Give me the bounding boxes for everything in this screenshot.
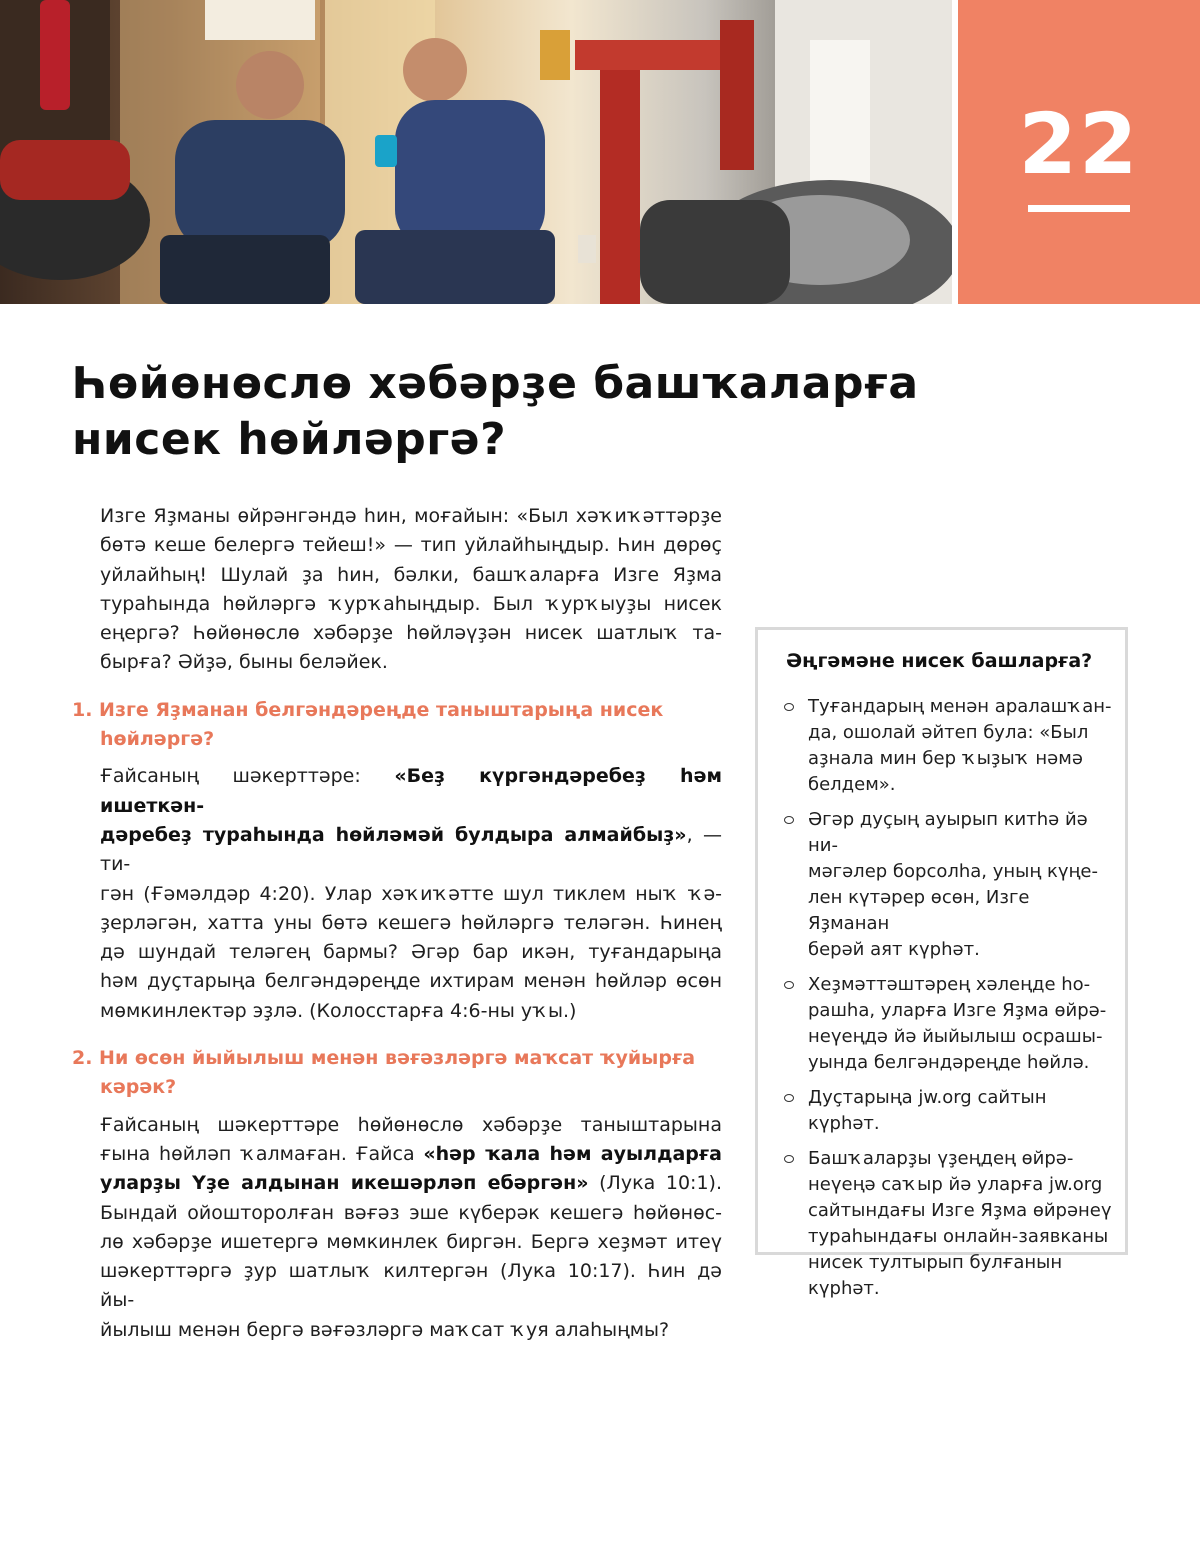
sidebar-title: Әңгәмәне нисек башларға?: [786, 650, 1093, 672]
sections: [72, 696, 722, 1345]
sidebar-line: Әгәр дуҫың ауырып китһә йә ни-: [808, 809, 1088, 856]
text-line: [100, 1316, 722, 1345]
sidebar-line: берәй аят күрһәт.: [808, 939, 980, 960]
sidebar-item: [782, 972, 1112, 1076]
question-line: 1. Изге Яҙманан белгәндәреңде таныштарыңа нисек: [72, 698, 664, 721]
red-lift-column: [600, 40, 640, 304]
title-line: нисек һөйләргә?: [72, 414, 507, 465]
sidebar-line: неүеңдә йә йыйылыш осрашы-: [808, 1026, 1103, 1047]
text-run: лө хәбәрҙе ишетергә мөмкинлек биргән. Бергә хеҙмәт итеү: [100, 1230, 722, 1253]
text-run: Ғайсаның шәкерттәре:: [100, 765, 395, 788]
sidebar-line: белдем».: [808, 774, 896, 795]
circle-bullet-icon: [784, 816, 794, 824]
text-line: [100, 938, 722, 967]
bold-quote: «Беҙ күргәндәребеҙ һәм ишеткән-: [100, 765, 722, 817]
text-run: (Лука 10:1).: [588, 1172, 722, 1195]
chapter-badge: [958, 0, 1200, 304]
sidebar-line: Туғандарың менән аралашҡан-: [808, 696, 1112, 717]
bold-quote: дәребеҙ тураһында һөйләмәй булдыра алмайбыҙ»: [100, 823, 687, 846]
fire-extinguisher: [40, 0, 70, 110]
sidebar-line: мәгәлер борсолһа, уның күңе-: [808, 861, 1098, 882]
chapter-number: 22: [1018, 95, 1140, 193]
section-paragraph: [100, 762, 722, 1026]
question-line: һөйләргә?: [100, 728, 215, 751]
main-column: [72, 502, 722, 1345]
page-title: [72, 356, 972, 468]
text-run: дә шундай теләгең бармы? Әгәр бар икән, туғандарыңа: [100, 941, 722, 964]
sidebar-line: күрһәт.: [808, 1278, 880, 1299]
text-line: [100, 1169, 722, 1198]
text-line: [100, 880, 722, 909]
conversation-tips-box: [755, 627, 1128, 1299]
question-line: кәрәк?: [100, 1076, 177, 1099]
text-run: , — ти-: [100, 823, 722, 876]
text-line: [100, 1228, 722, 1257]
text-line: [100, 1199, 722, 1228]
header-photo: [0, 0, 952, 304]
sidebar-line: сайтындағы Изге Яҙма өйрәнеү: [808, 1200, 1112, 1221]
text-line: [100, 821, 722, 880]
text-line: тураһында һөйләргә ҡурҡаһыңдыр. Был ҡурҡыуҙы нисек: [100, 592, 722, 615]
text-line: [100, 1257, 722, 1316]
bold-quote: «һәр ҡала һәм ауылдарға: [423, 1142, 723, 1165]
sidebar-item-text: [808, 694, 1112, 798]
sidebar-item: [782, 694, 1112, 798]
text-line: Изге Яҙманы өйрәнгәндә һин, моғайын: «Был хәҡиҡәттәрҙе: [100, 505, 722, 527]
sidebar-item: [782, 807, 1112, 963]
text-line: [100, 997, 722, 1026]
text-line: еңергә? Һөйөнөслө хәбәрҙе һөйләүҙән нисек шатлыҡ та-: [100, 622, 722, 645]
text-run: Бындай ойошторолған вәғәз эше күберәк кешегә һөйөнөс-: [100, 1201, 722, 1224]
sidebar-item-text: [808, 807, 1112, 963]
sidebar-line: неүеңә саҡыр йә уларға jw.org: [808, 1174, 1103, 1195]
sidebar-line: Хеҙмәттәштәрең хәлеңде һо-: [808, 974, 1091, 995]
section-paragraph: [100, 1111, 722, 1345]
text-line: [100, 1111, 722, 1140]
text-run: ҙерләгән, хатта уны бөтә кешегә һөйләргә теләгән. Һинең: [100, 911, 722, 934]
bold-quote: уларҙы Үҙе алдынан икешәрләп ебәргән»: [100, 1172, 589, 1195]
text-run: шәкерттәргә ҙур шатлыҡ килтергән (Лука 10:17). Һин дә йы-: [100, 1260, 722, 1312]
sidebar-line: Башҡаларҙы үҙеңдең өйрә-: [808, 1148, 1074, 1169]
text-run: йылыш менән бергә вәғәзләргә маҡсат ҡуя алаһыңмы?: [100, 1318, 670, 1341]
sidebar-item-text: [808, 1146, 1112, 1302]
text-line: [100, 762, 722, 821]
circle-bullet-icon: [784, 981, 794, 989]
garage-scene-illustration: [0, 0, 952, 304]
text-run: ғына һөйләп ҡалмаған. Ғайса: [100, 1142, 424, 1165]
sidebar-line: аҙнала мин бер ҡыҙыҡ нәмә: [808, 748, 1083, 769]
text-line: уйлайһың! Шулай ҙа һин, бәлки, башҡаларға Изге Яҙма: [100, 563, 722, 586]
sidebar-line: тураһындағы онлайн-заявканы: [808, 1226, 1109, 1247]
text-line: [100, 967, 722, 996]
circle-bullet-icon: [784, 1155, 794, 1163]
sidebar-line: да, ошолай әйтеп була: «Был: [808, 722, 1089, 743]
text-line: бырға? Әйҙә, быны беләйек.: [100, 651, 388, 674]
sidebar-line: рашһа, уларға Изге Яҙма өйрә-: [808, 1000, 1107, 1021]
sidebar-line: Дуҫтарыңа jw.org сайтын: [808, 1087, 1047, 1108]
text-line: бөтә кеше белергә тейеш!» — тип уйлайһыңдыр. Һин дөрөҫ: [100, 534, 722, 557]
sidebar-item-text: [808, 972, 1106, 1076]
sidebar-item-text: [808, 1085, 1047, 1137]
question-line: 2. Ни өсөн йыйылыш менән вәғәзләргә маҡсат ҡуйырға: [72, 1047, 696, 1070]
sidebar-line: күрһәт.: [808, 1113, 880, 1134]
text-line: [100, 909, 722, 938]
text-line: [100, 1140, 722, 1169]
section-question: [72, 696, 722, 755]
text-run: Ғайсаның шәкерттәре һөйөнөслө хәбәрҙе таныштарына: [100, 1113, 722, 1136]
title-line: Һөйөнөслө хәбәрҙе башҡаларға: [72, 358, 919, 409]
text-run: мөмкинлектәр эҙлә. (Колосстарға 4:6-ны уҡы.): [100, 999, 577, 1022]
chapter-underline: [1028, 205, 1130, 212]
text-run: гән (Ғәмәлдәр 4:20). Улар хәҡиҡәтте шул тиклем ныҡ ҡә-: [100, 882, 722, 905]
sidebar-line: лен күтәрер өсөн, Изге Яҙманан: [808, 887, 1030, 934]
sidebar-item: [782, 1146, 1112, 1302]
intro-paragraph: [100, 502, 722, 678]
sidebar-line: уында белгәндәреңде һөйлә.: [808, 1052, 1090, 1073]
sidebar-item: [782, 1085, 1112, 1137]
text-run: һәм дуҫтарыңа белгәндәреңде ихтирам менән һөйләр өсөн: [100, 970, 722, 993]
circle-bullet-icon: [784, 703, 794, 711]
circle-bullet-icon: [784, 1094, 794, 1102]
sidebar-list: [782, 694, 1112, 1311]
section-question: [72, 1044, 722, 1103]
sidebar-line: нисек тултырып булғанын: [808, 1252, 1063, 1273]
